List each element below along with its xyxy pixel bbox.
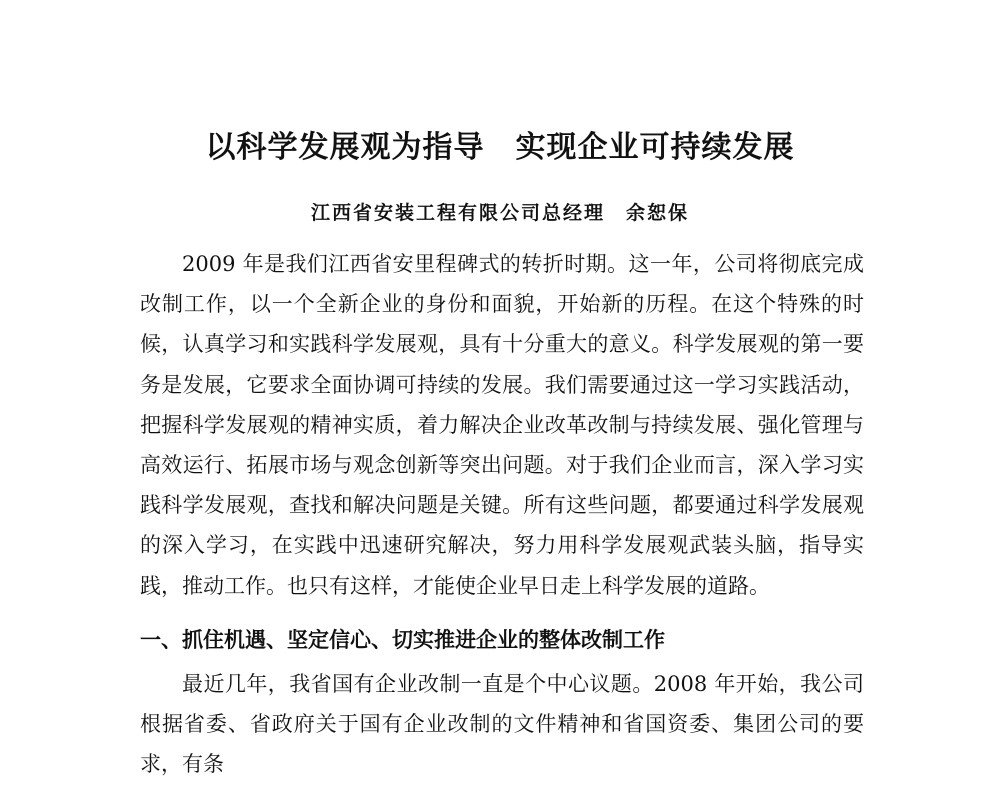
document-title: 以科学发展观为指导 实现企业可持续发展 (205, 130, 795, 165)
body-paragraph-1: 2009 年是我们江西省安里程碑式的转折时期。这一年，公司将彻底完成改制工作，以一个全新企业的身份和面貌，开始新的历程。在这个特殊的时候，认真学习和实践科学发展观，具有十分重大的意义。科学发展观的第一要务是发展，它要求全面协调可持续的发展。我们需要通过这一学习实践活动，把握科学发展观的精神实质，着力解决企业改革改制与持续发展、强化管理与高效运行、拓展市场与观念创新等突出问题。对于我们企业而言，深入学习实践科学发展观，查找和解决问题是关键。所有这些问题，都要通过科学发展观的深入学习，在实践中迅速研究解决，努力用科学发展观武装头脑，指导实践，推动工作。也只有这样，才能使企业早日走上科学发展的道路。 (140, 252, 864, 598)
author-line: 江西省安装工程有限公司总经理 余恕保 (310, 202, 689, 224)
body-paragraph-2: 最近几年，我省国有企业改制一直是个中心议题。2008 年开始，我公司根据省委、省政府关于国有企业改制的文件精神和省国资委、集团公司的要求，有条 (140, 672, 864, 777)
section-heading: 一、抓住机遇、坚定信心、切实推进企业的整体改制工作 (140, 628, 665, 652)
